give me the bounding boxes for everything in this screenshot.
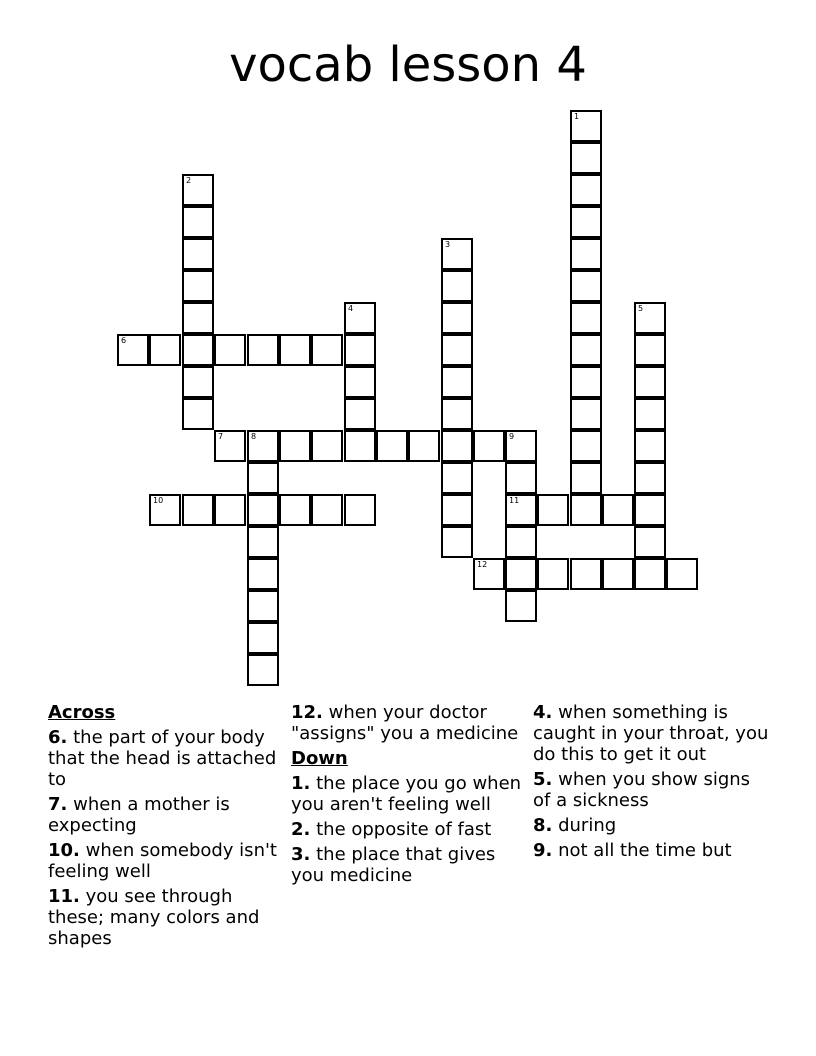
clue-number: 10 — [153, 496, 164, 505]
crossword-cell[interactable] — [182, 494, 214, 526]
crossword-cell[interactable] — [634, 494, 666, 526]
crossword-cell[interactable] — [537, 558, 569, 590]
crossword-cell[interactable] — [247, 590, 279, 622]
clues-column-2 — [291, 702, 527, 890]
crossword-cell[interactable] — [311, 334, 343, 366]
clues-column-3 — [533, 702, 773, 865]
crossword-cell[interactable] — [344, 334, 376, 366]
crossword-cell[interactable] — [441, 302, 473, 334]
crossword-cell[interactable] — [149, 334, 181, 366]
crossword-cell[interactable] — [505, 558, 537, 590]
crossword-cell[interactable] — [505, 526, 537, 558]
crossword-cell[interactable] — [247, 526, 279, 558]
crossword-cell[interactable] — [634, 334, 666, 366]
across-clue-list-continued — [291, 702, 527, 744]
clue-number: 12 — [477, 560, 488, 569]
clue-text: when something is caught in your throat, you do this to get it out — [533, 702, 769, 765]
crossword-cell[interactable] — [570, 334, 602, 366]
clue-number: 8 — [251, 432, 257, 441]
crossword-cell[interactable] — [570, 430, 602, 462]
crossword-cell[interactable] — [634, 302, 666, 334]
clue-number-label: 3. — [291, 844, 311, 865]
clue-item — [48, 727, 278, 790]
clue-number: 1 — [574, 112, 580, 121]
crossword-cell[interactable] — [344, 494, 376, 526]
clue-text: not all the time but — [552, 840, 732, 861]
crossword-cell[interactable] — [570, 366, 602, 398]
crossword-cell[interactable] — [441, 270, 473, 302]
crossword-cell[interactable] — [376, 430, 408, 462]
clue-item — [48, 840, 278, 882]
crossword-cell[interactable] — [570, 558, 602, 590]
crossword-cell[interactable] — [441, 334, 473, 366]
clue-text: when you show signs of a sickness — [533, 769, 751, 811]
crossword-cell[interactable] — [247, 334, 279, 366]
crossword-cell[interactable] — [570, 270, 602, 302]
crossword-cell[interactable] — [441, 398, 473, 430]
crossword-cell[interactable] — [344, 366, 376, 398]
crossword-cell[interactable] — [311, 494, 343, 526]
clue-number-label: 12. — [291, 702, 323, 723]
crossword-cell[interactable] — [149, 494, 181, 526]
crossword-cell[interactable] — [602, 558, 634, 590]
clue-item — [48, 886, 278, 949]
clue-text: the place that gives you medicine — [291, 844, 496, 886]
crossword-cell[interactable] — [247, 462, 279, 494]
crossword-cell[interactable] — [505, 494, 537, 526]
crossword-cell[interactable] — [634, 430, 666, 462]
clue-item — [533, 769, 773, 811]
crossword-cell[interactable] — [441, 366, 473, 398]
clue-item — [533, 840, 773, 861]
clue-number-label: 9. — [533, 840, 553, 861]
crossword-cell[interactable] — [634, 366, 666, 398]
crossword-cell[interactable] — [182, 206, 214, 238]
crossword-cell[interactable] — [441, 526, 473, 558]
clue-item — [291, 702, 527, 744]
crossword-cell[interactable] — [441, 494, 473, 526]
clue-number-label: 1. — [291, 773, 311, 794]
clue-text: during — [552, 815, 617, 836]
crossword-cell[interactable] — [505, 430, 537, 462]
crossword-cell[interactable] — [570, 174, 602, 206]
clue-number: 6 — [121, 336, 127, 345]
crossword-cell[interactable] — [247, 494, 279, 526]
clue-item — [533, 815, 773, 836]
clue-text: the part of your body that the head is attached to — [48, 727, 277, 790]
clue-number: 11 — [509, 496, 520, 505]
crossword-cell[interactable] — [537, 494, 569, 526]
clue-number-label: 11. — [48, 886, 80, 907]
clue-number-label: 8. — [533, 815, 553, 836]
crossword-cell[interactable] — [570, 494, 602, 526]
clue-text: the place you go when you aren't feeling well — [291, 773, 522, 815]
page-title: vocab lesson 4 — [229, 37, 587, 93]
crossword-cell[interactable] — [634, 462, 666, 494]
crossword-cell[interactable] — [441, 462, 473, 494]
clue-number-label: 5. — [533, 769, 553, 790]
crossword-cell[interactable] — [279, 430, 311, 462]
down-heading: Down — [291, 748, 348, 769]
crossword-cell[interactable] — [247, 654, 279, 686]
clue-number: 2 — [186, 176, 192, 185]
crossword-cell[interactable] — [182, 270, 214, 302]
crossword-cell[interactable] — [473, 430, 505, 462]
crossword-cell[interactable] — [634, 526, 666, 558]
crossword-cell[interactable] — [441, 238, 473, 270]
crossword-cell[interactable] — [214, 334, 246, 366]
crossword-cell[interactable] — [247, 430, 279, 462]
crossword-cell[interactable] — [505, 590, 537, 622]
clue-item — [48, 794, 278, 836]
clue-text: when your doctor "assigns" you a medicine — [291, 702, 519, 744]
crossword-cell[interactable] — [247, 622, 279, 654]
clue-item — [291, 819, 527, 840]
crossword-cell[interactable] — [182, 174, 214, 206]
crossword-cell[interactable] — [666, 558, 698, 590]
crossword-cell[interactable] — [570, 398, 602, 430]
clue-text: you see through these; many colors and shapes — [48, 886, 260, 949]
clue-item — [533, 702, 773, 765]
crossword-cell[interactable] — [344, 430, 376, 462]
crossword-cell[interactable] — [344, 398, 376, 430]
clue-number: 7 — [218, 432, 224, 441]
crossword-cell[interactable] — [602, 494, 634, 526]
clue-text: when somebody isn't feeling well — [48, 840, 277, 882]
crossword-cell[interactable] — [473, 558, 505, 590]
crossword-cell[interactable] — [182, 398, 214, 430]
crossword-cell[interactable] — [214, 494, 246, 526]
clue-number: 5 — [638, 304, 644, 313]
clue-text: when a mother is expecting — [48, 794, 230, 836]
crossword-cell[interactable] — [117, 334, 149, 366]
crossword-cell[interactable] — [344, 302, 376, 334]
crossword-cell[interactable] — [182, 334, 214, 366]
crossword-cell[interactable] — [634, 558, 666, 590]
crossword-cell[interactable] — [182, 302, 214, 334]
down-clue-list-continued — [533, 702, 773, 861]
crossword-cell[interactable] — [182, 238, 214, 270]
clue-number-label: 6. — [48, 727, 68, 748]
crossword-cell[interactable] — [570, 302, 602, 334]
across-heading: Across — [48, 702, 116, 723]
clue-number-label: 10. — [48, 840, 80, 861]
crossword-cell[interactable] — [408, 430, 440, 462]
crossword-cell[interactable] — [279, 334, 311, 366]
clue-number: 3 — [445, 240, 451, 249]
crossword-cell[interactable] — [279, 494, 311, 526]
clue-number: 9 — [509, 432, 515, 441]
crossword-cell[interactable] — [441, 430, 473, 462]
clue-item — [291, 773, 527, 815]
crossword-cell[interactable] — [570, 238, 602, 270]
crossword-cell[interactable] — [505, 462, 537, 494]
clue-number: 4 — [348, 304, 354, 313]
down-clue-list — [291, 773, 527, 886]
crossword-cell[interactable] — [570, 462, 602, 494]
crossword-cell[interactable] — [570, 206, 602, 238]
clue-number-label: 2. — [291, 819, 311, 840]
crossword-cell[interactable] — [634, 398, 666, 430]
clue-text: the opposite of fast — [310, 819, 492, 840]
clue-number-label: 7. — [48, 794, 68, 815]
crossword-cell[interactable] — [247, 558, 279, 590]
crossword-cell[interactable] — [570, 142, 602, 174]
crossword-cell[interactable] — [214, 430, 246, 462]
clue-item — [291, 844, 527, 886]
crossword-cell[interactable] — [570, 110, 602, 142]
clues-column-1 — [48, 702, 278, 953]
clue-number-label: 4. — [533, 702, 553, 723]
across-clue-list — [48, 727, 278, 949]
crossword-cell[interactable] — [182, 366, 214, 398]
crossword-cell[interactable] — [311, 430, 343, 462]
